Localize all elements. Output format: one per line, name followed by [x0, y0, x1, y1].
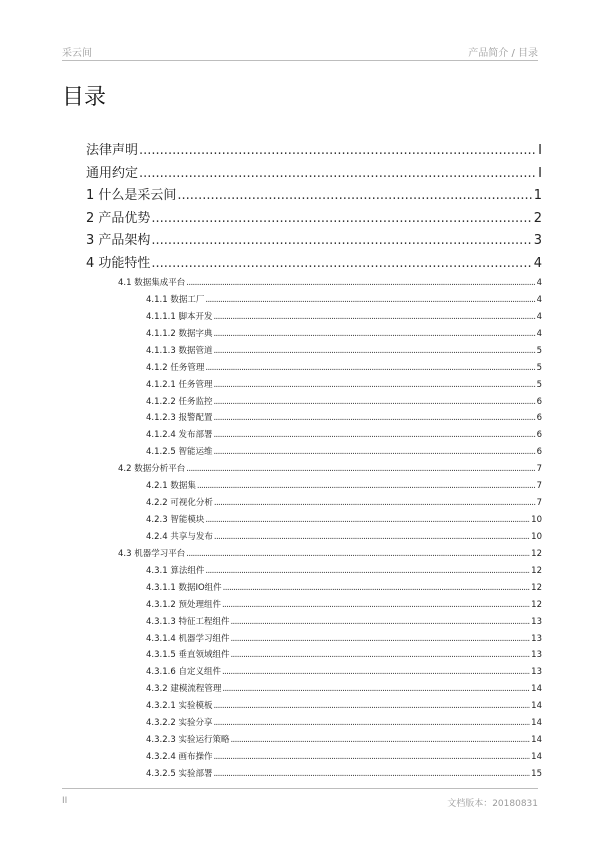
toc-entry-title: 4.3.1.5 垂直领域组件: [146, 650, 230, 661]
toc-entry[interactable]: [146, 445, 542, 459]
toc-entry[interactable]: [86, 209, 542, 229]
toc-entry-page: 15: [531, 768, 542, 779]
toc-entry[interactable]: [86, 231, 542, 251]
toc-dot-leader: [213, 327, 535, 341]
toc-entry-page: 6: [536, 396, 542, 407]
toc-entry-title: 4.3.1 算法组件: [146, 565, 205, 576]
toc-entry-page: 4: [533, 256, 542, 271]
toc-entry-title: 通用约定: [86, 165, 139, 181]
toc-entry[interactable]: [146, 767, 542, 781]
toc-entry-page: 14: [531, 684, 542, 695]
toc-entry-page: 14: [531, 752, 542, 763]
toc-dot-leader: [223, 581, 531, 595]
toc-dot-leader: [213, 344, 535, 358]
toc-entry[interactable]: [146, 733, 542, 747]
toc-dot-leader: [230, 632, 530, 646]
toc-dot-leader: [197, 479, 536, 493]
toc-entry[interactable]: [146, 411, 542, 425]
toc-entry-page: 5: [536, 379, 542, 390]
toc-entry-page: 7: [536, 481, 542, 492]
toc-entry[interactable]: [146, 564, 542, 578]
toc-entry-title: 4.1.2 任务管理: [146, 362, 205, 373]
toc-entry-title: 4.1 数据集成平台: [118, 278, 186, 288]
toc-entry[interactable]: [146, 479, 542, 493]
toc-entry-title: 4.3.2.3 实验运行策略: [146, 735, 230, 746]
toc-entry[interactable]: [146, 682, 542, 696]
toc-entry-title: 4.1.1.3 数据管道: [146, 345, 213, 356]
header-divider: [62, 60, 538, 61]
toc-entry[interactable]: [146, 665, 542, 679]
toc-dot-leader: [186, 276, 535, 290]
toc-dot-leader: [186, 547, 530, 561]
toc-entry-page: 10: [531, 515, 542, 526]
toc-dot-leader: [213, 310, 535, 324]
toc-entry-page: 6: [536, 447, 542, 458]
toc-entry[interactable]: [146, 632, 542, 646]
toc-dot-leader: [139, 164, 537, 184]
toc-entry[interactable]: [146, 750, 542, 764]
toc-dot-leader: [222, 682, 530, 696]
toc-dot-leader: [139, 141, 537, 161]
toc-entry[interactable]: [146, 699, 542, 713]
toc-dot-leader: [205, 564, 530, 578]
toc-entry-title: 4.2.2 可视化分析: [146, 498, 213, 509]
toc-entry[interactable]: [146, 716, 542, 730]
toc-entry-title: 4.1.1.2 数据字典: [146, 328, 213, 339]
toc-entry-page: 4: [536, 311, 542, 322]
toc-entry[interactable]: [86, 164, 542, 184]
toc-dot-leader: [213, 428, 535, 442]
toc-entry[interactable]: [146, 361, 542, 375]
toc-entry-title: 4.3.1.1 数据IO组件: [146, 582, 222, 593]
toc-dot-leader: [213, 445, 535, 459]
header-breadcrumb: 产品简介 / 目录: [468, 48, 538, 59]
toc-dot-leader: [214, 496, 536, 510]
toc-entry-title: 2 产品优势: [86, 210, 151, 226]
toc-entry[interactable]: [86, 141, 542, 161]
toc-entry-page: 13: [531, 616, 542, 627]
toc-entry-title: 4.1.1 数据工厂: [146, 294, 205, 305]
toc-entry-page: I: [538, 143, 542, 158]
toc-dot-leader: [230, 648, 530, 662]
toc-entry[interactable]: [146, 581, 542, 595]
toc-dot-leader: [213, 750, 530, 764]
toc-entry-page: 12: [531, 548, 542, 559]
page-header: [62, 44, 538, 60]
toc-entry-page: 4: [536, 328, 542, 339]
toc-entry-title: 4.1.2.1 任务管理: [146, 379, 213, 390]
toc-entry-page: 5: [536, 362, 542, 373]
toc-entry-title: 4.3.1.4 机器学习组件: [146, 633, 230, 644]
toc-entry-title: 4.1.2.4 发布部署: [146, 430, 213, 441]
toc-entry[interactable]: [146, 615, 542, 629]
toc-dot-leader: [222, 598, 530, 612]
toc-entry-page: 14: [531, 701, 542, 712]
toc-entry-page: 4: [536, 294, 542, 305]
toc-dot-leader: [213, 411, 535, 425]
footer-divider: [62, 788, 538, 789]
toc-entry[interactable]: [86, 254, 542, 274]
toc-entry-title: 3 产品架构: [86, 233, 151, 249]
toc-entry-page: 1: [533, 188, 542, 204]
footer-doc-version: 文档版本：20180831: [447, 799, 538, 809]
toc-entry-title: 4.1.2.3 报警配置: [146, 413, 213, 424]
toc-entry-page: 5: [536, 345, 542, 356]
toc-dot-leader: [205, 361, 535, 375]
toc-entry-page: 6: [536, 413, 542, 424]
toc-entry[interactable]: [146, 395, 542, 409]
toc-entry[interactable]: [118, 547, 542, 561]
toc-entry-page: 13: [531, 650, 542, 661]
toc-entry[interactable]: [146, 513, 542, 527]
toc-entry-title: 1 什么是采云间: [86, 188, 177, 204]
toc-entry-page: 13: [531, 633, 542, 644]
toc-entry-title: 法律声明: [86, 143, 139, 158]
toc-entry[interactable]: [146, 648, 542, 662]
toc-dot-leader: [213, 716, 530, 730]
toc-dot-leader: [213, 378, 535, 392]
toc-entry-title: 4.3.2.2 实验分享: [146, 718, 213, 729]
toc-dot-leader: [151, 254, 532, 274]
toc-entry[interactable]: [146, 530, 542, 544]
toc-entry-page: 6: [536, 430, 542, 441]
toc-entry-page: 12: [531, 565, 542, 576]
toc-entry[interactable]: [146, 344, 542, 358]
toc-dot-leader: [205, 513, 530, 527]
toc-entry-title: 4.2.4 共享与发布: [146, 531, 213, 542]
toc-entry-page: 14: [531, 735, 542, 746]
toc-dot-leader: [213, 767, 530, 781]
toc-entry-page: 13: [531, 667, 542, 678]
toc-entry[interactable]: [146, 428, 542, 442]
toc-entry[interactable]: [146, 378, 542, 392]
toc-entry-title: 4.1.2.5 智能运维: [146, 447, 213, 458]
toc-dot-leader: [222, 665, 530, 679]
toc-dot-leader: [151, 231, 532, 251]
toc-entry-page: 7: [536, 464, 542, 475]
toc-entry-title: 4.3.1.2 预处理组件: [146, 599, 221, 610]
toc-entry-title: 4.3.2.4 画布操作: [146, 752, 213, 763]
footer-page-number: II: [62, 796, 68, 806]
toc-entry-title: 4.1.1.1 脚本开发: [146, 311, 213, 322]
toc-dot-leader: [214, 530, 530, 544]
toc-entry-page: 3: [533, 233, 542, 249]
toc-entry-title: 4.3.2.1 实验模板: [146, 701, 213, 712]
toc-entry-title: 4.2.1 数据集: [146, 481, 196, 492]
page-footer: [62, 796, 538, 810]
toc-entry-page: 7: [536, 498, 542, 509]
toc-dot-leader: [230, 615, 530, 629]
toc-entry-title: 4.3.2.5 实验部署: [146, 768, 213, 779]
toc-dot-leader: [205, 293, 535, 307]
toc-dot-leader: [230, 733, 530, 747]
page-title: 目录: [62, 85, 107, 110]
toc-entry[interactable]: [146, 310, 542, 324]
toc-entry-title: 4.3 机器学习平台: [118, 548, 186, 559]
toc-entry[interactable]: [146, 496, 542, 510]
toc-dot-leader: [213, 699, 530, 713]
toc-entry-page: 12: [531, 599, 542, 610]
toc-entry-title: 4.3.2 建模流程管理: [146, 684, 222, 695]
toc-entry-title: 4.1.2.2 任务监控: [146, 396, 213, 407]
toc-entry-page: 10: [531, 531, 542, 542]
toc-dot-leader: [213, 395, 535, 409]
toc-entry[interactable]: [146, 293, 542, 307]
toc-entry-page: 14: [531, 718, 542, 729]
toc-entry-page: 2: [533, 210, 542, 226]
header-product-name: 采云间: [62, 48, 92, 59]
toc-entry[interactable]: [146, 327, 542, 341]
toc-entry[interactable]: [118, 462, 542, 476]
toc-entry-page: 4: [536, 278, 542, 288]
toc-dot-leader: [151, 209, 532, 229]
toc-entry-title: 4 功能特性: [86, 256, 151, 271]
toc-dot-leader: [177, 186, 532, 206]
toc-entry-title: 4.3.1.3 特征工程组件: [146, 616, 230, 627]
toc-entry-title: 4.3.1.6 自定义组件: [146, 667, 221, 678]
toc-entry-page: 12: [531, 582, 542, 593]
toc-entry-page: I: [538, 165, 542, 181]
toc-entry-title: 4.2.3 智能模块: [146, 515, 205, 526]
toc-entry[interactable]: [146, 598, 542, 612]
toc-entry[interactable]: [86, 186, 542, 206]
toc-entry-title: 4.2 数据分析平台: [118, 464, 186, 475]
toc-dot-leader: [186, 462, 535, 476]
toc-entry[interactable]: [118, 276, 542, 290]
